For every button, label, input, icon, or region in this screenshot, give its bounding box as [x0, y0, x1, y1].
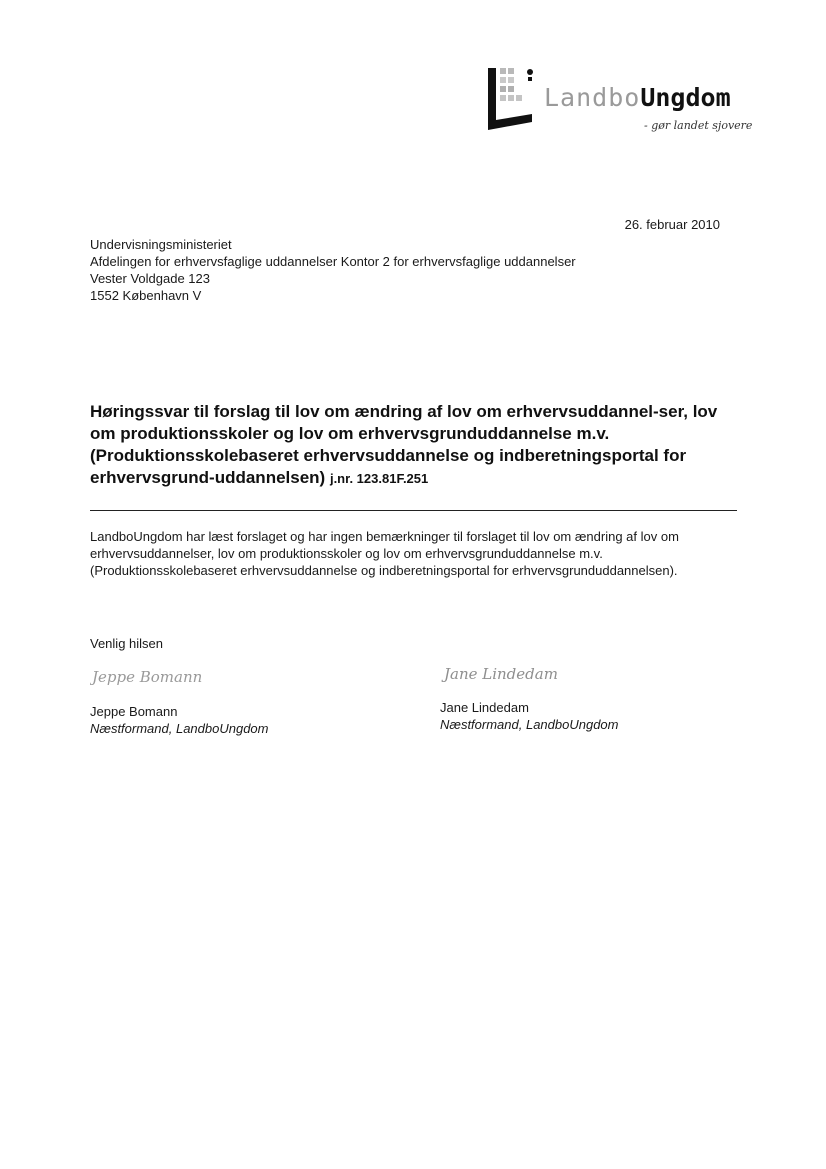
divider: [90, 510, 737, 511]
logo-wordmark: [544, 84, 731, 112]
closing-greeting: Venlig hilsen: [90, 636, 163, 651]
logo-word-light: Landbo: [544, 83, 641, 112]
signature-right-icon: [440, 655, 580, 695]
letter-date: 26. februar 2010: [624, 217, 720, 232]
landboungdom-logo-mark-icon: [486, 64, 546, 134]
signatory-title: Næstformand, LandboUngdom: [440, 717, 619, 732]
body-paragraph: LandboUngdom har læst forslaget og har ingen bemærkninger til forslaget til lov om ændring af lov om erhvervsuddannelser, lov om produktionsskoler og lov om erhvervsgrunduddannelse m.v. (Produktionsskolebaseret erhvervsuddannelse og indberetningsportal for erhvervsgrunduddannelsen).: [90, 529, 679, 578]
recipient-line: Undervisningsministeriet: [90, 237, 232, 252]
signatory-name: Jeppe Bomann: [90, 704, 178, 719]
recipient-line: Vester Voldgade 123: [90, 271, 210, 286]
subject-heading: [90, 401, 740, 490]
subject-heading-text: Høringssvar til forslag til lov om ændring af lov om erhvervsuddannel-ser, lov om produktionsskoler og lov om erhvervsgrunduddannelse m.v. (Produktionsskolebaseret erhvervsuddannelse og indberetningsportal for erhvervsgrund-uddannelsen): [90, 402, 718, 487]
journal-reference: j.nr. 123.81F.251: [329, 471, 429, 486]
landboungdom-logo: [486, 64, 766, 144]
signature-left-icon: [90, 660, 240, 696]
recipient-address: [90, 236, 576, 304]
signatory-title: Næstformand, LandboUngdom: [90, 721, 269, 736]
logo-tagline: - gør landet sjovere: [644, 119, 753, 132]
signature-right-text: Jane Lindedam: [444, 665, 558, 683]
signatory-right: [440, 699, 619, 733]
signature-left-text: Jeppe Bomann: [92, 668, 203, 686]
signatory-name: Jane Lindedam: [440, 700, 529, 715]
logo-word-bold: Ungdom: [640, 83, 731, 112]
signatory-left: [90, 703, 269, 737]
recipient-line: Afdelingen for erhvervsfaglige uddannelser Kontor 2 for erhvervsfaglige uddannelser: [90, 254, 576, 269]
recipient-line: 1552 København V: [90, 288, 202, 303]
